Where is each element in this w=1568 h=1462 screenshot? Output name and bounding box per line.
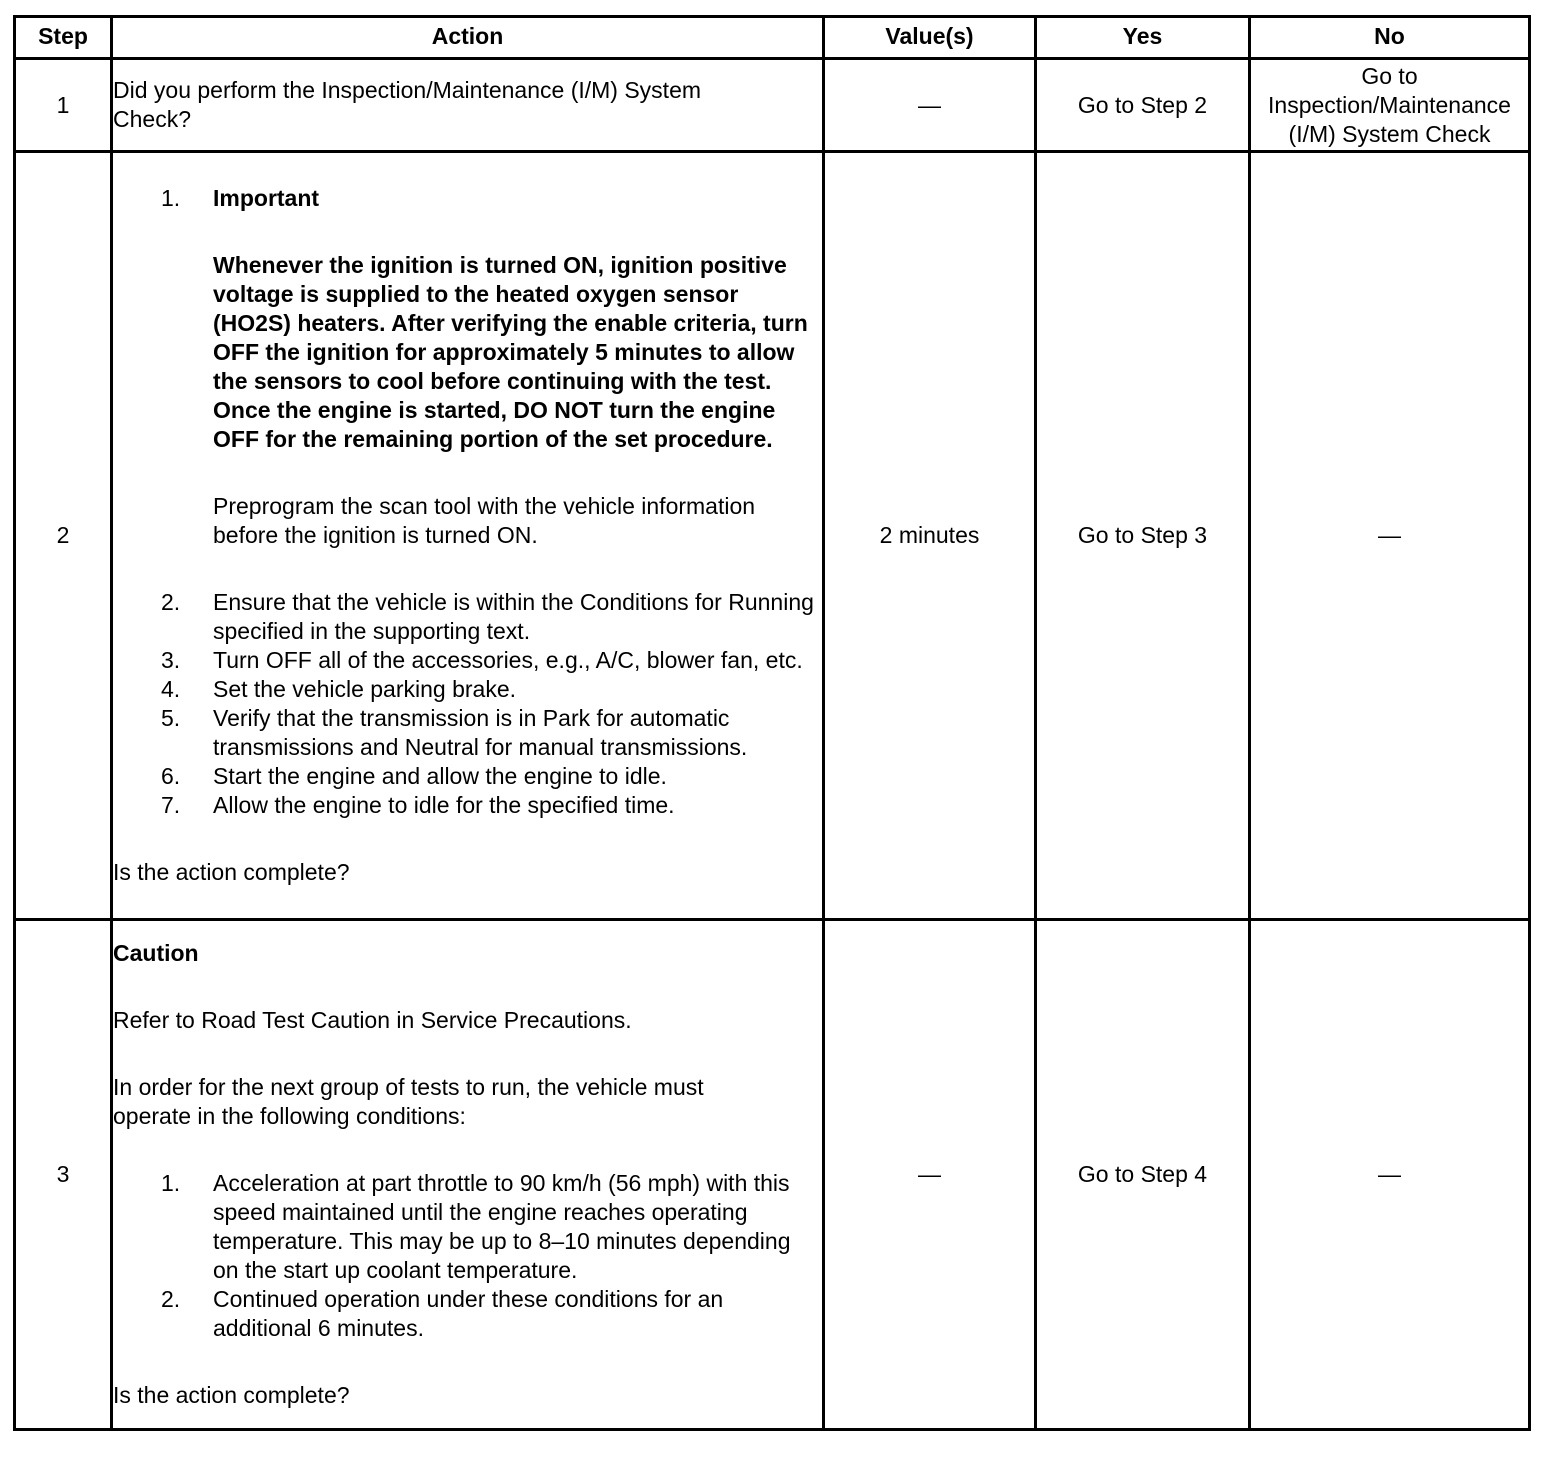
yes-cell: Go to Step 4: [1036, 920, 1250, 1430]
list-item: [113, 704, 822, 762]
yes-cell: Go to Step 3: [1036, 152, 1250, 920]
caution-text: Refer to Road Test Caution in Service Precautions.: [113, 1007, 632, 1033]
list-item: [113, 762, 822, 791]
value-cell: 2 minutes: [824, 152, 1036, 920]
list-item-text: Set the vehicle parking brake.: [213, 676, 517, 702]
list-item: [113, 791, 822, 820]
table-row-step-1: [15, 59, 1530, 152]
header-action: Action: [112, 17, 824, 59]
yes-cell: Go to Step 2: [1036, 59, 1250, 152]
header-step: Step: [15, 17, 112, 59]
important-label: Important: [213, 185, 320, 211]
step-number: 1: [15, 59, 112, 152]
list-item-number: 6.: [161, 763, 181, 789]
step-number: 3: [15, 920, 112, 1430]
list-item-number: 5.: [161, 705, 181, 731]
list-item-number: 1.: [161, 1170, 181, 1196]
diagnostic-table: [13, 15, 1531, 1431]
important-note: Whenever the ignition is turned ON, ignition positive voltage is supplied to the heated oxygen sensor (HO2S) heaters. After verifying the enable criteria, turn OFF the ignition for approximately 5 minutes to allow the sensors to cool before continuing with the test. Once the engine is started, DO NOT turn the engine OFF for the remaining portion of the set procedure.: [213, 252, 808, 452]
diagnostic-table-container: [13, 15, 1528, 1431]
list-item: [113, 1169, 822, 1285]
no-cell: Go to Inspection/Maintenance (I/M) System Check: [1250, 59, 1530, 152]
action-question: Is the action complete?: [113, 859, 350, 885]
action-cell: [112, 152, 824, 920]
value-cell: —: [824, 920, 1036, 1430]
no-cell: —: [1250, 152, 1530, 920]
list-item-text: Continued operation under these conditions for an additional 6 minutes.: [213, 1286, 724, 1341]
caution-label: Caution: [113, 940, 199, 966]
list-item-number: 2.: [161, 589, 181, 615]
action-steps-list: [113, 184, 822, 820]
list-item: [113, 675, 822, 704]
no-cell: —: [1250, 920, 1530, 1430]
value-cell: —: [824, 59, 1036, 152]
list-item: [113, 588, 822, 646]
conditions-intro: In order for the next group of tests to run, the vehicle must operate in the following conditions:: [113, 1074, 704, 1129]
list-item: [113, 184, 822, 588]
list-item-text: Allow the engine to idle for the specified time.: [213, 792, 675, 818]
list-item-number: 2.: [161, 1286, 181, 1312]
list-item-number: 1.: [161, 185, 181, 211]
list-item-text: Acceleration at part throttle to 90 km/h (56 mph) with this speed maintained until the engine reaches operating temperature. This may be up to 8–10 minutes depending on the start up coolant temperature.: [213, 1170, 791, 1283]
action-cell: [112, 920, 824, 1430]
list-item-number: 7.: [161, 792, 181, 818]
list-item-text: Verify that the transmission is in Park for automatic transmissions and Neutral for manual transmissions.: [213, 705, 748, 760]
list-item-text: Turn OFF all of the accessories, e.g., A/C, blower fan, etc.: [213, 647, 803, 673]
action-cell: [112, 59, 824, 152]
header-no: No: [1250, 17, 1530, 59]
step-number: 2: [15, 152, 112, 920]
action-question: Is the action complete?: [113, 1382, 350, 1408]
list-item-text: Ensure that the vehicle is within the Conditions for Running specified in the supporting text.: [213, 589, 814, 644]
table-row-step-3: [15, 920, 1530, 1430]
list-item: [113, 1285, 822, 1343]
header-row: [15, 17, 1530, 59]
action-question: Did you perform the Inspection/Maintenance (I/M) System Check?: [113, 77, 702, 132]
table-row-step-2: [15, 152, 1530, 920]
header-values: Value(s): [824, 17, 1036, 59]
list-item-number: 4.: [161, 676, 181, 702]
list-item-number: 3.: [161, 647, 181, 673]
list-item: [113, 646, 822, 675]
list-item-text: Preprogram the scan tool with the vehicle information before the ignition is turned ON.: [213, 493, 756, 548]
list-item-text: Start the engine and allow the engine to idle.: [213, 763, 667, 789]
header-yes: Yes: [1036, 17, 1250, 59]
conditions-list: [113, 1169, 822, 1343]
